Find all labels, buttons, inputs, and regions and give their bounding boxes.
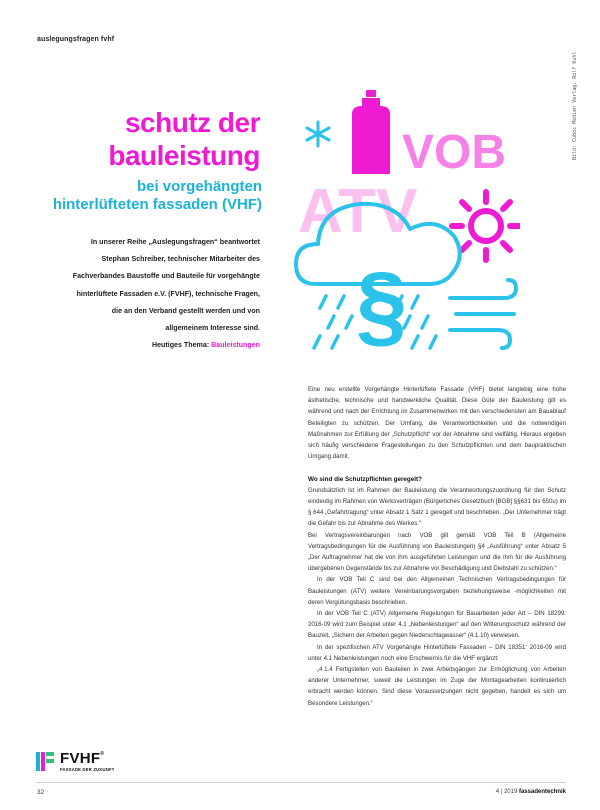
atv-text: ATV: [298, 177, 418, 246]
title-line: bauleistung: [108, 140, 260, 171]
page-number: 32: [37, 789, 45, 796]
logo-tagline: FASSADE DER ZUKUNFT: [60, 767, 115, 772]
wind-icon: [450, 280, 516, 348]
topic-value: Bauleistungen: [211, 341, 260, 350]
body-paragraph: Eine neu erstellte Vorgehängte Hinterlüftete Fassade (VHF) bietet langlebig eine hohe ästhetische, technische und handwerkliche Qualität. Diese Güte der Bauleistung gilt es während und nach der Errichtung im Zusammenwirken mit den verschiedensten am Bauablauf Beteiligten zu schützen. Der Umfang, die Verantwortlichkeiten und die notwendigen Maßnahmen zur Erfüllung der „Schutzpflicht“ vor der Abnahme sind vielfältig. Hieraus ergeben sich häufig verschiedene Fragestellungen zu den Schutzpflichten und dem baupraktischen Umgang damit.: [308, 386, 566, 461]
title-line: schutz der: [124, 107, 260, 138]
article-subtitle: [40, 178, 262, 214]
body-paragraph: In der spezifischen ATV Vorgehängte Hinterlüftete Fassaden – DIN 18351: 2016-09 wird unter 4.1 Nebenleistungen noch eine Erschwernis für die VHF ergänzt:: [308, 643, 566, 662]
body-paragraph: In der VOB Teil C sind bei den Allgemeinen Technischen Vertragsbedingungen für Bauleistungen (ATV) weitere Vereinbarungsvorgaben beziehungsweise -möglichkeiten mit deren Vergütungsbasis beschrieben.: [308, 576, 566, 606]
paragraph-spacer: [308, 462, 566, 473]
spray-can-icon: [352, 90, 390, 174]
section-label: auslegungsfragen fvhf: [37, 36, 115, 43]
intro-line: allgemeinem Interesse sind.: [165, 324, 260, 333]
footer-issue: 4 | 2019 fassadentechnik: [495, 789, 566, 795]
topic-line: [60, 337, 260, 354]
footer-divider: [36, 782, 566, 783]
intro-line: Fachverbandes Baustoffe und Bauteile für vorgehängte: [72, 272, 260, 281]
body-paragraph: In der VOB Teil C (ATV) Allgemeine Regelungen für Bauarbeiten jeder Art – DIN 18299: 2016-09 wird zum Beispiel unter 4.1 „Nebenleistungen“ auf den Witterungsschutz während der Bauzeit, „Sichern der Arbeiten gegen Niederschlagwasser“ (4.1.10) verwiesen.: [308, 610, 566, 640]
body-paragraph: Bei Vertragsvereinbarungen nach VOB gilt gemäß VOB Teil B (Allgemeine Vertragsbedingungen für die Ausführung von Bauleistungen) §4 „Ausführung“ unter Absatz 5 „Der Auftragnehmer hat die von ihm ausgeführten Leistungen und die ihm für die Ausführung übergebenen Gegenstände bis zur Abnahme vor Beschädigung und Diebstahl zu schützen.“: [308, 531, 566, 573]
logo-name: FVHF®: [60, 750, 105, 767]
fvhf-logo-icon: [36, 752, 54, 771]
photo-credit: Bild: Cuboc Medien Verlag, Rolf Kuhl: [572, 51, 578, 160]
subtitle-line: bei vorgehängten: [136, 178, 262, 195]
intro-line: In unserer Reihe „Auslegungsfragen“ beantwortet: [90, 238, 260, 246]
illustration: [290, 84, 520, 359]
intro-line: Stephan Schreiber, technischer Mitarbeiter des: [101, 255, 260, 264]
topic-label: Heutiges Thema:: [151, 341, 210, 350]
magazine-name: fassadentechnik: [518, 789, 566, 795]
snowflake-icon: [307, 122, 329, 146]
intro-line: hinterlüftete Fassaden e.V. (FVHF), technische Fragen,: [76, 289, 260, 298]
article-title: [60, 106, 260, 172]
paragraph-sign-icon: §: [356, 254, 408, 356]
body-paragraph: Grundsätzlich ist im Rahmen der Bauleistung die Verantwortungszuordnung für den Schutz eindeutig im Rahmen von Werksverträgen (Bürgerliches Gesetzbuch [BGB] §§631 bis 650u) im § 644 „Gefahrtragung“ unter Absatz 1 Satz 1 geregelt und beschrieben. „Der Unternehmer trägt die Gefahr bis zur Abnahme des Werkes.“: [308, 486, 566, 528]
section-heading: Wo sind die Schutzpflichten geregelt?: [308, 475, 422, 483]
article-intro: [60, 234, 260, 354]
fvhf-logo: [36, 748, 126, 778]
body-quote: „4.1.4 Fertigstellen von Bauteilen in zwei Arbeitsgängen zur Ermöglichung von Arbeiten anderer Unternehmer, soweit die Leistungen im Zuge der Montagearbeiten kontinuierlich erbracht werden können. Sind diese Voraussetzungen nicht gegeben, handelt es sich um Besondere Leistungen.“: [308, 666, 566, 707]
article-body: [308, 384, 566, 709]
vob-text: VOB: [402, 126, 507, 179]
subtitle-line: hinterlüfteten fassaden (VHF): [52, 196, 262, 213]
sun-icon: [452, 192, 520, 260]
intro-line: die an den Verband gestellt werden und von: [111, 306, 260, 315]
